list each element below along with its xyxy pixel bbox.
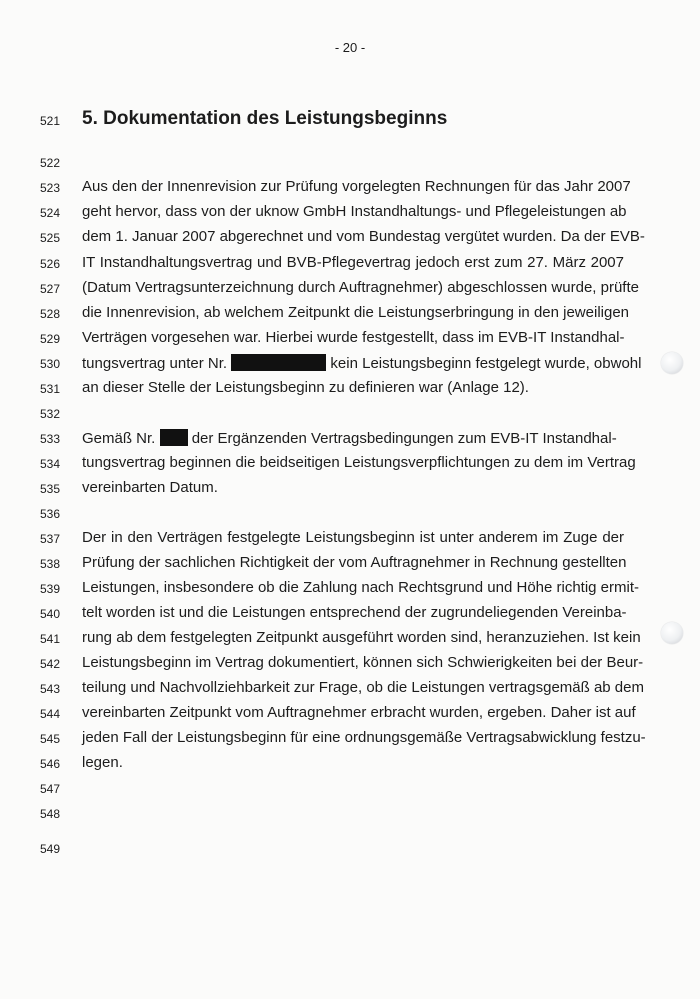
line-number: 536 (40, 507, 61, 521)
line-number: 543 (40, 682, 61, 696)
line-number: 534 (40, 457, 61, 471)
line-number: 527 (40, 282, 61, 296)
line-number: 535 (40, 482, 61, 496)
text-line: telt worden ist und die Leistungen entsprechend der zugrundeliegenden Vereinba- (82, 604, 627, 621)
line-number: 542 (40, 657, 61, 671)
text-line: die Innenrevision, ab welchem Zeitpunkt die Leistungserbringung in den jeweiligen (82, 304, 630, 321)
text-line: teilung und Nachvollziehbarkeit zur Frage, ob die Leistungen vertragsgemäß ab dem (82, 679, 644, 696)
line-number: 523 (40, 181, 61, 195)
line-number: 538 (40, 557, 61, 571)
text-line: Leistungen, insbesondere ob die Zahlung nach Rechtsgrund und Höhe richtig ermit- (82, 579, 640, 596)
line-number: 537 (40, 532, 61, 546)
text-line: Aus den der Innenrevision zur Prüfung vorgelegten Rechnungen für das Jahr 2007 (82, 178, 631, 195)
text-line: rung ab dem festgelegten Zeitpunkt ausgeführt worden sind, heranzuziehen. Ist kein (82, 629, 641, 646)
line-number: 528 (40, 307, 61, 321)
text-line-with-redaction (82, 354, 642, 373)
text-line: vereinbarten Datum. (82, 479, 218, 496)
line-number: 533 (40, 432, 61, 446)
page-number: - 20 - (334, 40, 366, 55)
line-number: 532 (40, 407, 61, 421)
text-line: IT Instandhaltungsvertrag und BVB-Pflegevertrag jedoch erst zum 27. März 2007 (82, 254, 624, 271)
text-line: tungsvertrag beginnen die beidseitigen Leistungsverpflichtungen zu dem im Vertrag (82, 454, 636, 471)
line-number: 522 (40, 156, 61, 170)
text-line: Prüfung der sachlichen Richtigkeit der vom Auftragnehmer in Rechnung gestellten (82, 554, 627, 571)
text-line: geht hervor, dass von der uknow GmbH Instandhaltungs- und Pflegeleistungen ab (82, 203, 627, 220)
text-line: legen. (82, 754, 123, 771)
text-line: (Datum Vertragsunterzeichnung durch Auftragnehmer) abgeschlossen wurde, prüfte (82, 279, 639, 296)
line-number: 540 (40, 607, 61, 621)
text-line: Leistungsbeginn im Vertrag dokumentiert, können sich Schwierigkeiten bei der Beur- (82, 654, 644, 671)
line-number: 545 (40, 732, 61, 746)
line-number: 530 (40, 357, 61, 371)
text-line: Verträgen vorgesehen war. Hierbei wurde festgestellt, dass im EVB-IT Instandhal- (82, 329, 625, 346)
text-line-with-redaction (82, 429, 624, 448)
punch-hole (661, 622, 683, 644)
text-line: an dieser Stelle der Leistungsbeginn zu definieren war (Anlage 12). (82, 379, 529, 396)
line-number: 539 (40, 582, 61, 596)
text-line: jeden Fall der Leistungsbeginn für eine ordnungsgemäße Vertragsabwicklung festzu- (82, 729, 646, 746)
text-fragment: tungsvertrag unter Nr. (82, 355, 228, 372)
text-line: dem 1. Januar 2007 abgerechnet und vom Bundestag vergütet wurden. Da der EVB- (82, 228, 645, 245)
line-number: 529 (40, 332, 61, 346)
text-fragment: Gemäß Nr. (82, 430, 156, 447)
line-number: 526 (40, 257, 61, 271)
text-line: vereinbarten Zeitpunkt vom Auftragnehmer erbracht wurden, ergeben. Daher ist auf (82, 704, 636, 721)
line-number: 525 (40, 231, 61, 245)
section-heading: 5. Dokumentation des Leistungsbeginns (82, 108, 448, 129)
line-number: 547 (40, 782, 61, 796)
line-number: 524 (40, 206, 61, 220)
line-number: 531 (40, 382, 61, 396)
line-number: 541 (40, 632, 61, 646)
line-number: 521 (40, 114, 61, 128)
line-number: 546 (40, 757, 61, 771)
line-number: 548 (40, 807, 61, 821)
redaction-block (231, 354, 326, 371)
line-number: 549 (40, 842, 61, 856)
redaction-block (160, 429, 188, 446)
text-line: Der in den Verträgen festgelegte Leistungsbeginn ist unter anderem im Zuge der (82, 529, 624, 546)
text-fragment: der Ergänzenden Vertragsbedingungen zum EVB-IT Instandhal- (191, 430, 617, 447)
punch-hole (661, 352, 683, 374)
line-number: 544 (40, 707, 61, 721)
text-fragment: kein Leistungsbeginn festgelegt wurde, obwohl (330, 355, 642, 372)
